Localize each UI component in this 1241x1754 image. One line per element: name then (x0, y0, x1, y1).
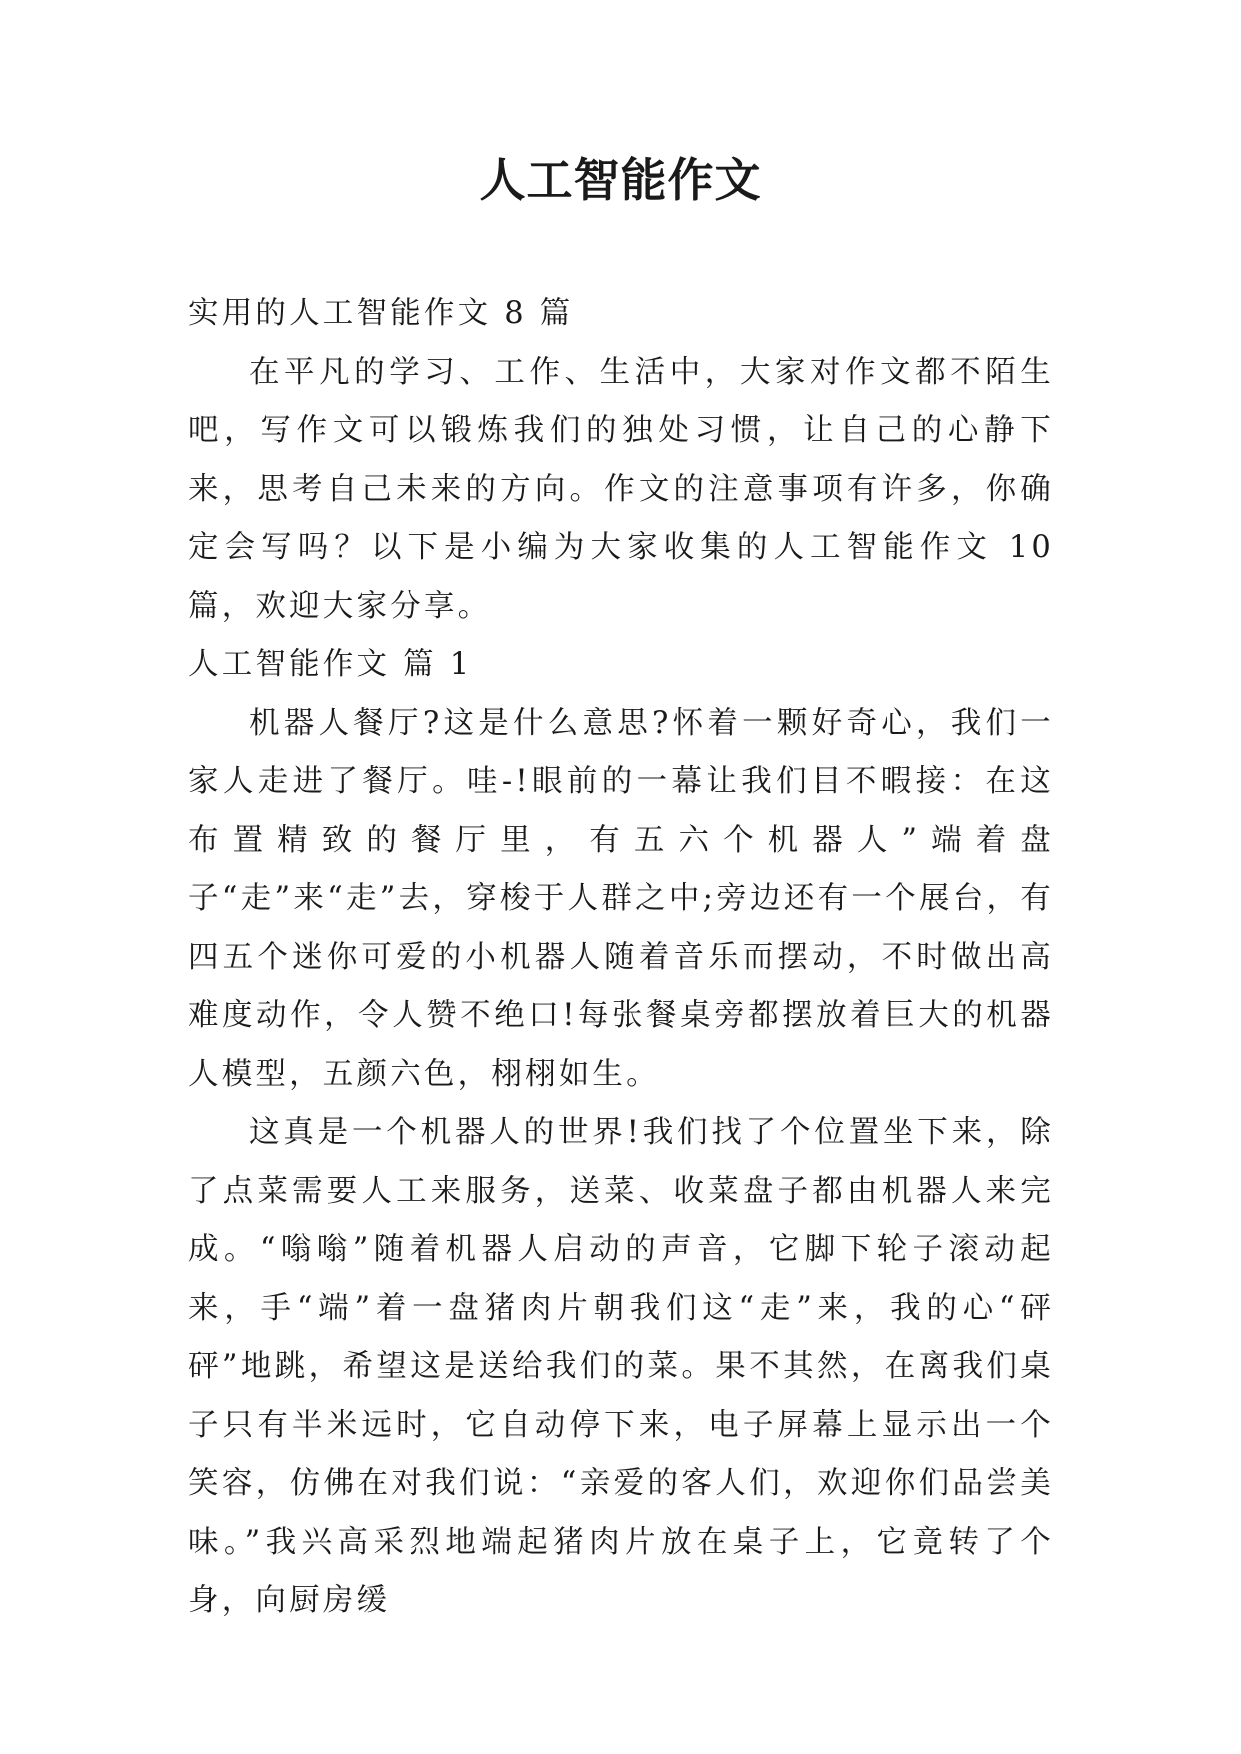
body-paragraph-2: 这真是一个机器人的世界!我们找了个位置坐下来，除了点菜需要人工来服务，送菜、收菜盘子都由机器人来完成。“嗡嗡”随着机器人启动的声音，它脚下轮子滚动起来，手“端”着一盘猪肉片朝我们这“走”来，我的心“砰砰”地跳，希望这是送给我们的菜。果不其然，在离我们桌子只有半米远时，它自动停下来，电子屏幕上显示出一个笑容，仿佛在对我们说：“亲爱的客人们，欢迎你们品尝美味。”我兴高采烈地端起猪肉片放在桌子上，它竟转了个身，向厨房缓 (188, 1115, 1054, 1618)
document-title: 人工智能作文 (479, 153, 762, 207)
document-subtitle: 实用的人工智能作文 8 篇 (188, 296, 574, 331)
section-heading: 人工智能作文 篇 1 (188, 647, 473, 682)
document-body (188, 285, 1054, 1631)
intro-paragraph: 在平凡的学习、工作、生活中，大家对作文都不陌生吧，写作文可以锻炼我们的独处习惯，让自己的心静下来，思考自己未来的方向。作文的注意事项有许多，你确定会写吗？以下是小编为大家收集的人工智能作文 10 篇，欢迎大家分享。 (188, 354, 1054, 624)
body-paragraph-1: 机器人餐厅?这是什么意思?怀着一颗好奇心，我们一家人走进了餐厅。哇-!眼前的一幕让我们目不暇接：在这布置精致的餐厅里，有五六个机器人”端着盘子“走”来“走”去，穿梭于人群之中;旁边还有一个展台，有四五个迷你可爱的小机器人随着音乐而摆动，不时做出高难度动作，令人赞不绝口!每张餐桌旁都摆放着巨大的机器人模型，五颜六色，栩栩如生。 (188, 705, 1054, 1092)
